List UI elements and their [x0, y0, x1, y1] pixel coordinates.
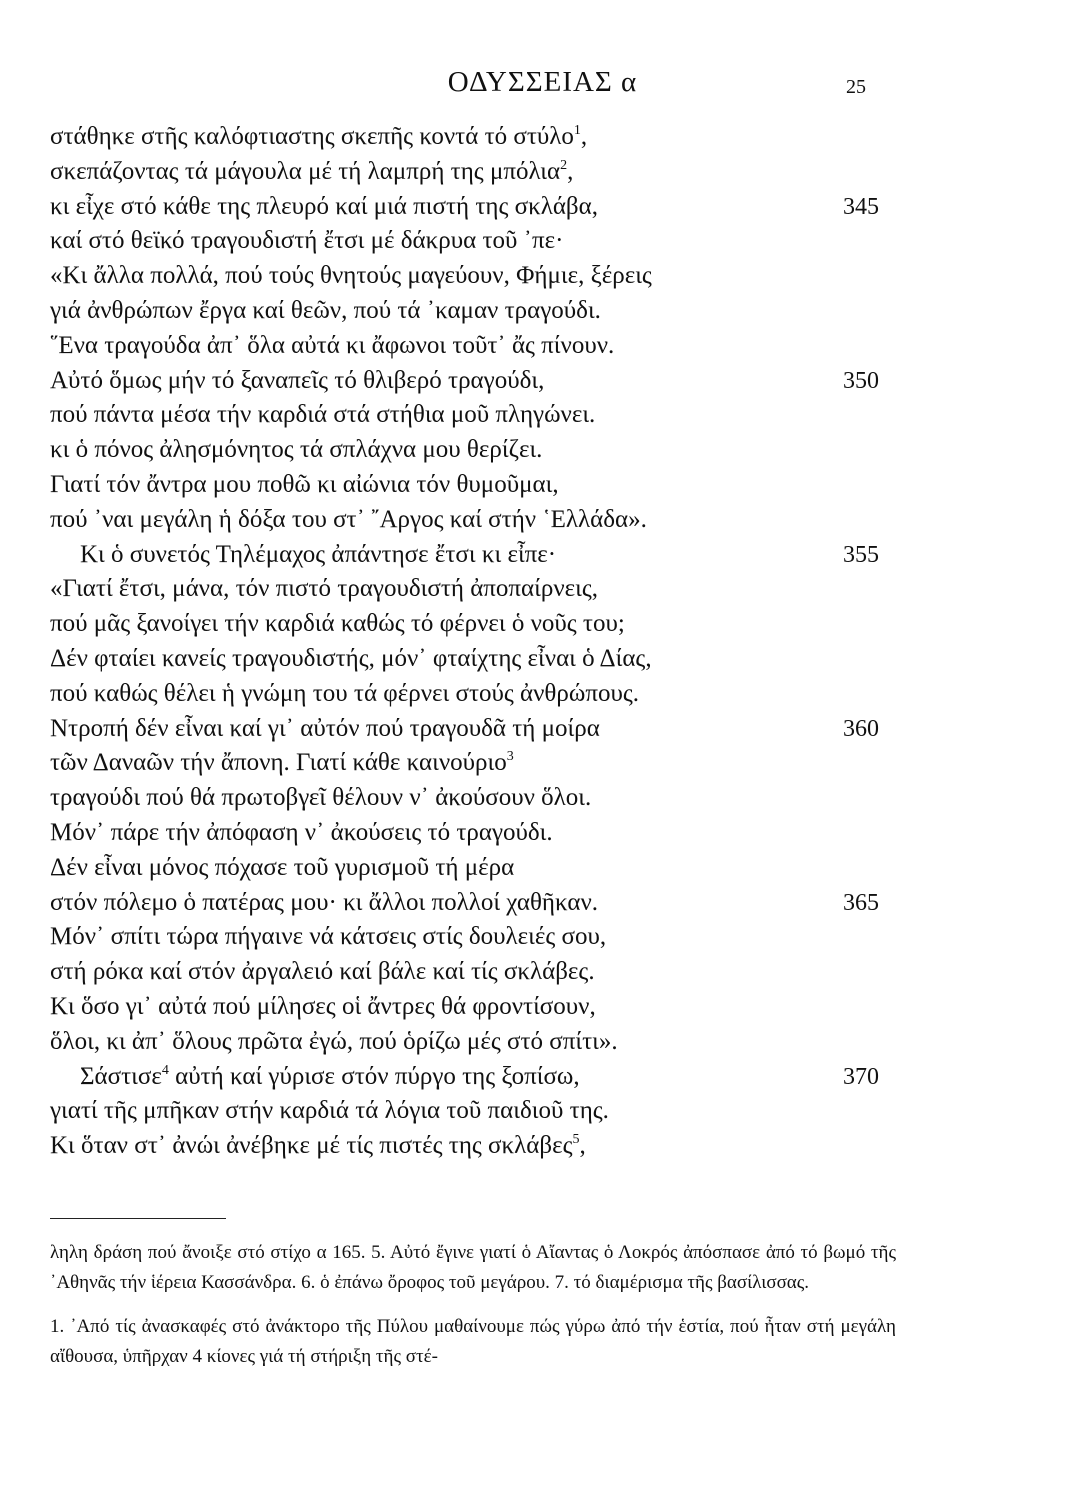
verse-text: [50, 990, 596, 1025]
verse-line: [0, 746, 1085, 781]
verse-line: [0, 503, 1085, 538]
verse-text: [80, 1060, 580, 1095]
verse-line: [0, 816, 1085, 851]
verse-line: [0, 886, 1085, 921]
verse-text-main: Κι ὅταν στ᾽ ἀνώι ἀνέβηκε μέ τίς πιστές της σκλάβες: [50, 1132, 573, 1160]
running-title: ΟΔΥΣΣΕΙΑΣ α: [447, 66, 638, 98]
verse-text-main: ὅλοι, κι ἀπ᾽ ὅλους πρῶτα ἐγώ, πού ὁρίζω μές στό σπίτι».: [50, 1027, 618, 1055]
verse-line: [0, 1025, 1085, 1060]
footnote-marker: 1: [573, 123, 581, 138]
verse-line: [0, 433, 1085, 468]
verse-line: [0, 364, 1085, 399]
verse-text: [50, 1129, 586, 1164]
verse-line: [0, 1094, 1085, 1129]
verse-text-main: Κι ὁ συνετός Τηλέμαχος ἀπάντησε ἔτσι κι εἶπε·: [80, 540, 557, 568]
verse-text: [50, 433, 542, 468]
verse-text-main: κι ὁ πόνος ἀλησμόνητος τά σπλάχνα μου θερίζει.: [50, 436, 543, 464]
verse-text: [50, 607, 625, 642]
verse-text: [50, 1094, 609, 1129]
footnote-marker: 3: [506, 749, 514, 765]
footnote-divider: [50, 1218, 226, 1219]
verse-line: [0, 155, 1085, 190]
verse-text-main: «Γιατί ἔτσι, μάνα, τόν πιστό τραγουδιστή ἀποπαίρνεις,: [50, 575, 599, 603]
verse-text: [50, 920, 606, 955]
line-number: 350: [843, 367, 879, 394]
verse-text: [50, 329, 614, 364]
verse-text-main: κι εἶχε στό κάθε της πλευρό καί μιά πιστή της σκλάβα,: [50, 192, 598, 220]
verse-text-main: τραγούδι πού θά πρωτοβγεῖ θέλουν ν᾽ ἀκούσουν ὅλοι.: [50, 784, 592, 812]
line-number: 365: [843, 889, 879, 916]
verse-line: [0, 1060, 1085, 1095]
verse-text: [50, 364, 544, 399]
verse-line: [0, 294, 1085, 329]
verse-text: [50, 259, 652, 294]
verse-text-main: ῞Ενα τραγούδα ἀπ᾽ ὅλα αὐτά κι ἄφωνοι τοῦτ᾽ ἄς πίνουν.: [50, 331, 615, 359]
verse-text-tail: αὐτή καί γύρισε στόν πύργο της ξοπίσω,: [168, 1062, 580, 1090]
verse-line: [0, 677, 1085, 712]
verse-line: [0, 851, 1085, 886]
verse-text-main: Ντροπή δέν εἶναι καί γι᾽ αὐτόν πού τραγουδᾶ τή μοίρα: [50, 714, 600, 742]
verse-text: [50, 816, 553, 851]
verse-text: [50, 1025, 618, 1060]
verse-text: [50, 294, 601, 329]
verse-text-main: σκεπάζοντας τά μάγουλα μέ τή λαμπρή της μπόλια: [50, 157, 561, 185]
verse-text: [50, 224, 563, 259]
verse-line: [0, 259, 1085, 294]
verse-line: [0, 468, 1085, 503]
verse-text-main: πού πάντα μέσα τήν καρδιά στά στήθια μοῦ πληγώνει.: [50, 401, 596, 429]
verse-line: [0, 920, 1085, 955]
verse-text: [50, 120, 587, 155]
verse-line: [0, 607, 1085, 642]
verse-block: [0, 120, 1085, 1164]
verse-text: [50, 503, 647, 538]
line-number: 355: [843, 541, 879, 568]
verse-text-main: Δέν εἶναι μόνος πόχασε τοῦ γυρισμοῦ τή μέρα: [50, 853, 515, 881]
footnote-continuation: ληλη δράση πού ἄνοιξε στό στίχο α 165. 5. Αὐτό ἔγινε γιατί ὁ Αἴαντας ὁ Λοκρός ἀπόσπασε ἀπό τό βωμό τῆς ᾽Αθηνᾶς τήν ἱέρεια Κασσάνδρα. 6. ὁ ἐπάνω ὄροφος τοῦ μεγάρου. 7. τό διαμέρισμα τῆς βασίλισσας.: [50, 1242, 896, 1293]
footnote-marker: 5: [572, 1132, 580, 1148]
verse-text: [50, 955, 595, 990]
verse-line: [0, 120, 1085, 155]
verse-line: [0, 990, 1085, 1025]
verse-text-main: Κι ὅσο γι᾽ αὐτά πού μίλησες οἱ ἄντρες θά φροντίσουν,: [50, 992, 596, 1020]
verse-text-main: πού μᾶς ξανοίγει τήν καρδιά καθώς τό φέρνει ὁ νοῦς του;: [50, 610, 625, 638]
verse-line: [0, 642, 1085, 677]
verse-text-main: Μόν᾽ πάρε τήν ἀπόφαση ν᾽ ἀκούσεις τό τραγούδι.: [50, 818, 553, 846]
footnote-marker: 2: [560, 157, 568, 173]
verse-text-main: γιατί τῆς μπῆκαν στήν καρδιά τά λόγια τοῦ παιδιοῦ της.: [50, 1097, 609, 1125]
verse-text-tail: ,: [579, 1132, 586, 1160]
verse-text-main: πού καθώς θέλει ἡ γνώμη του τά φέρνει στούς ἀνθρώπους.: [50, 679, 639, 707]
verse-text-main: γιά ἀνθρώπων ἔργα καί θεῶν, πού τά ᾽καμαν τραγούδι.: [50, 296, 601, 324]
verse-line: [0, 712, 1085, 747]
verse-text-main: Δέν φταίει κανείς τραγουδιστής, μόν᾽ φταίχτης εἶναι ὁ Δίας,: [50, 644, 652, 672]
verse-text: [50, 572, 598, 607]
verse-text-main: στόν πόλεμο ὁ πατέρας μου· κι ἄλλοι πολλοί χαθῆκαν.: [50, 888, 599, 916]
verse-line: [0, 329, 1085, 364]
verse-text: [80, 538, 556, 573]
verse-text: [50, 746, 514, 781]
verse-line: [0, 781, 1085, 816]
line-number: 370: [843, 1063, 879, 1090]
verse-text: [50, 677, 639, 712]
footnote-1: 1. ᾽Από τίς ἀνασκαφές στό ἀνάκτορο τῆς Πύλου μαθαίνουμε πώς γύρω ἀπό τήν ἑστία, πού ἦταν στή μεγάλη αἴθουσα, ὑπῆρχαν 4 κίονες γιά τή στήριξη τῆς στέ-: [50, 1316, 896, 1367]
verse-text: [50, 155, 573, 190]
verse-text-main: Αὐτό ὅμως μήν τό ξαναπεῖς τό θλιβερό τραγούδι,: [50, 366, 545, 394]
verse-text-tail: ,: [567, 157, 574, 185]
footnote-marker: 4: [161, 1062, 169, 1078]
line-number: 345: [843, 193, 879, 220]
verse-line: [0, 398, 1085, 433]
verse-text: [50, 398, 595, 433]
verse-text: [50, 468, 559, 503]
verse-text: [50, 851, 514, 886]
verse-text-main: τῶν Δαναῶν τήν ἄπονη. Γιατί κάθε καινούριο: [50, 749, 507, 777]
verse-line: [0, 572, 1085, 607]
verse-text-main: πού ᾽ναι μεγάλη ἡ δόξα του στ᾽ ῎Αργος καί στήν ῾Ελλάδα».: [50, 505, 647, 533]
verse-text: [50, 886, 598, 921]
verse-text-main: Σάστισε: [80, 1062, 162, 1090]
verse-text-main: Μόν᾽ σπίτι τώρα πήγαινε νά κάτσεις στίς δουλειές σου,: [50, 923, 607, 951]
verse-line: [0, 538, 1085, 573]
verse-line: [0, 1129, 1085, 1164]
verse-text-main: καί στό θεϊκό τραγουδιστή ἔτσι μέ δάκρυα τοῦ ᾽πε·: [50, 227, 564, 255]
verse-line: [0, 955, 1085, 990]
verse-text-main: στή ρόκα καί στόν ἀργαλειό καί βάλε καί τίς σκλάβες.: [50, 958, 595, 986]
verse-text: [50, 190, 598, 225]
page-number: 25: [846, 76, 866, 98]
verse-text: [50, 712, 600, 747]
verse-text: [50, 642, 652, 677]
footnotes: [50, 1238, 896, 1372]
verse-text: [50, 781, 591, 816]
verse-text-main: «Κι ἄλλα πολλά, πού τούς θνητούς μαγεύουν, Φήμιε, ξέρεις: [50, 262, 652, 290]
verse-text-tail: ,: [580, 123, 588, 150]
line-number: 360: [843, 715, 879, 742]
verse-line: [0, 190, 1085, 225]
verse-line: [0, 224, 1085, 259]
verse-text-main: Γιατί τόν ἄντρα μου ποθῶ κι αἰώνια τόν θυμοῦμαι,: [50, 470, 559, 498]
verse-text-main: στάθηκε στῆς καλόφτιαστης σκεπῆς κοντά τό στύλο: [50, 123, 574, 150]
